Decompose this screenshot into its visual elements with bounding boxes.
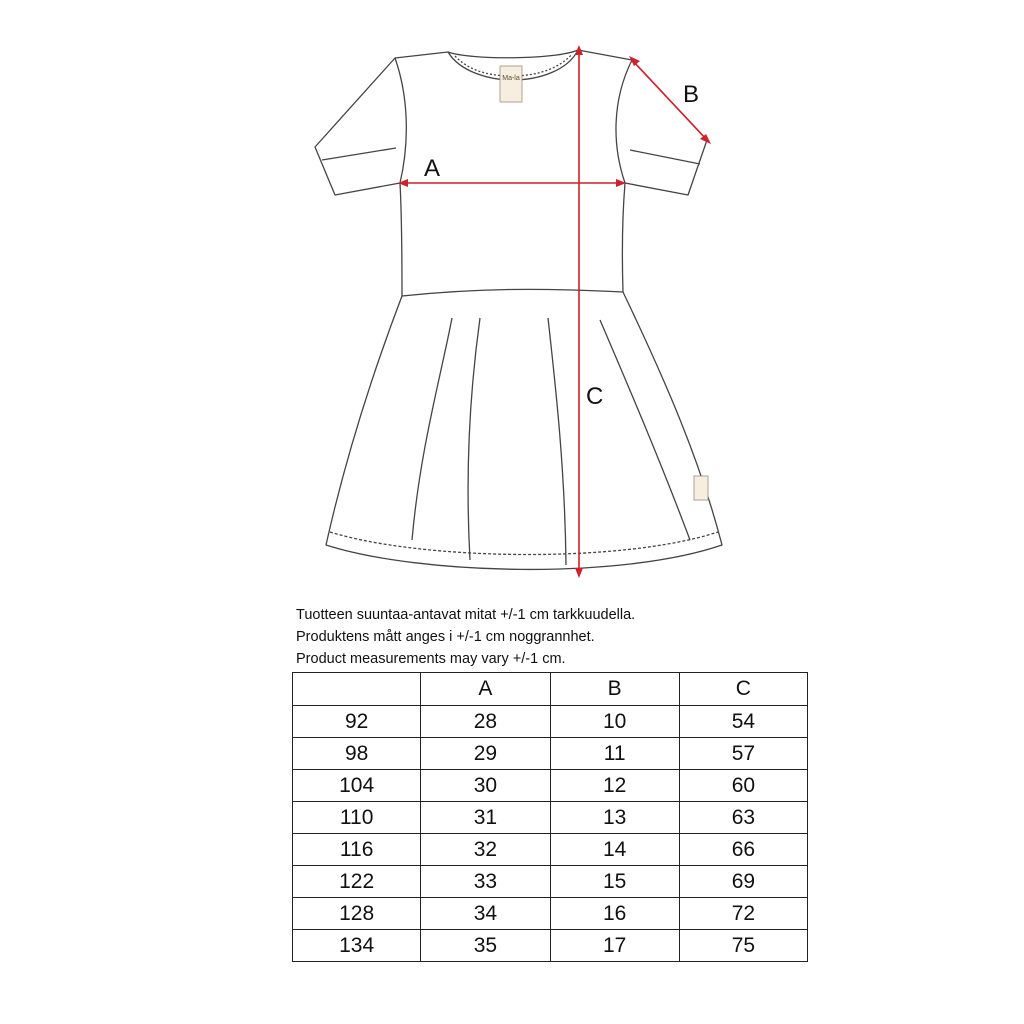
table-row: [293, 866, 808, 898]
cell-c: 72: [679, 898, 807, 930]
cell-c: 54: [679, 706, 807, 738]
header-c: C: [679, 673, 807, 706]
right-armhole: [616, 60, 632, 183]
cell-a: 33: [421, 866, 550, 898]
note-english: Product measurements may vary +/-1 cm.: [296, 651, 566, 667]
measure-b-arrow-top: [629, 56, 640, 66]
header-b: B: [550, 673, 679, 706]
cell-b: 13: [550, 802, 679, 834]
cell-c: 75: [679, 930, 807, 962]
cell-c: 69: [679, 866, 807, 898]
header-size: [293, 673, 421, 706]
dress-outline: [315, 50, 722, 569]
cell-a: 35: [421, 930, 550, 962]
cell-size: 110: [293, 802, 421, 834]
cell-b: 16: [550, 898, 679, 930]
size-table-header: [293, 673, 808, 706]
measure-c-arrow-bottom: [575, 568, 583, 578]
table-row: [293, 834, 808, 866]
cell-a: 31: [421, 802, 550, 834]
cell-a: 30: [421, 770, 550, 802]
table-row: [293, 930, 808, 962]
cell-size: 104: [293, 770, 421, 802]
label-c: C: [586, 383, 604, 410]
cell-size: 134: [293, 930, 421, 962]
cell-b: 10: [550, 706, 679, 738]
label-a: A: [424, 155, 441, 182]
note-finnish: Tuotteen suuntaa-antavat mitat +/-1 cm tarkkuudella.: [296, 607, 636, 623]
skirt-fold-3: [548, 318, 566, 565]
table-row: [293, 738, 808, 770]
skirt-hem: [330, 532, 718, 555]
table-row: [293, 770, 808, 802]
cell-a: 29: [421, 738, 550, 770]
cell-c: 60: [679, 770, 807, 802]
header-a: A: [421, 673, 550, 706]
cell-size: 128: [293, 898, 421, 930]
cell-b: 12: [550, 770, 679, 802]
measure-c-arrow-top: [575, 45, 583, 55]
cell-a: 34: [421, 898, 550, 930]
cell-a: 32: [421, 834, 550, 866]
table-row: [293, 898, 808, 930]
left-sleeve-hem: [322, 148, 396, 160]
cell-size: 98: [293, 738, 421, 770]
cell-size: 122: [293, 866, 421, 898]
cell-size: 92: [293, 706, 421, 738]
table-row: [293, 802, 808, 834]
measurements: [398, 45, 711, 578]
note-swedish: Produktens mått anges i +/-1 cm noggrannhet.: [296, 629, 595, 645]
cell-c: 57: [679, 738, 807, 770]
table-row: [293, 706, 808, 738]
size-table: [292, 672, 808, 962]
cell-b: 14: [550, 834, 679, 866]
right-sleeve-hem: [630, 150, 700, 164]
cell-size: 116: [293, 834, 421, 866]
neck-label: [500, 66, 522, 102]
neck-label-text: Ma-la: [502, 75, 520, 82]
measurement-notes: [296, 604, 635, 670]
cell-c: 66: [679, 834, 807, 866]
dress-skirt: [326, 292, 722, 569]
cell-c: 63: [679, 802, 807, 834]
cell-b: 11: [550, 738, 679, 770]
skirt-fold-4: [600, 320, 690, 540]
skirt-fold-2: [468, 318, 480, 560]
cell-b: 15: [550, 866, 679, 898]
left-armhole: [395, 58, 406, 183]
side-label: [694, 476, 708, 500]
skirt-fold-1: [412, 318, 452, 540]
cell-b: 17: [550, 930, 679, 962]
label-b: B: [683, 81, 700, 108]
cell-a: 28: [421, 706, 550, 738]
